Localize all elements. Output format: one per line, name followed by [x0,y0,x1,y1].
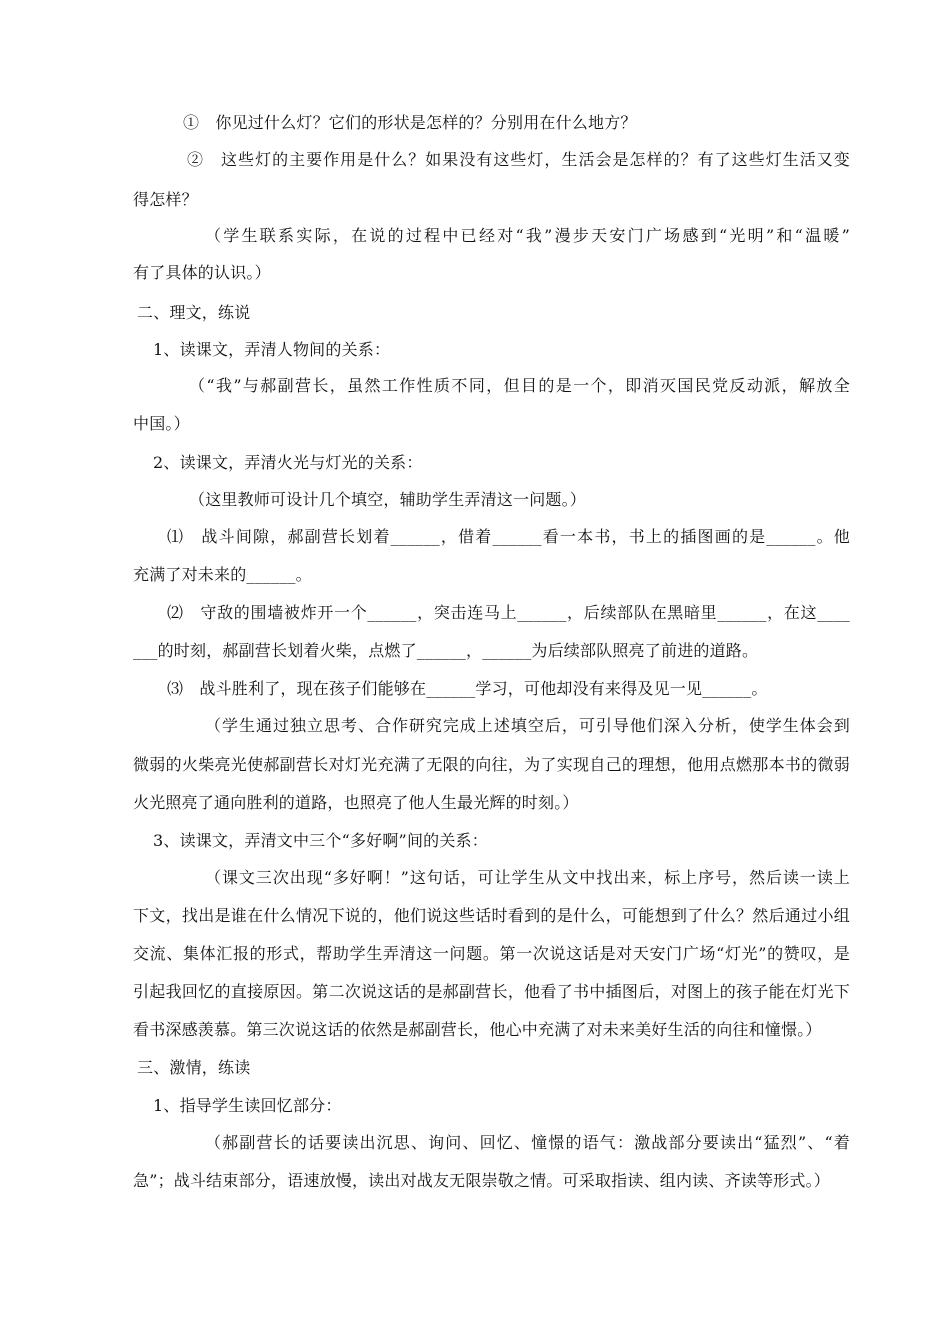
fill-blank-1-continuation: 充满了对未来的______。 [133,565,312,584]
reading-step-1-note: （郝副营长的话要读出沉思、询问、回忆、憧憬的语气：激战部分要读出“猛烈”、“着 [205,1133,850,1152]
reading-step-1: 1、指导学生读回忆部分： [153,1096,342,1115]
section-heading-2: 二、理文，练说 [137,303,251,322]
step-3-note-line-5: 看书深感羡慕。第三次说这话的依然是郝副营长，他心中充满了对未来美好生活的向往和憧憬。） [133,1020,822,1039]
fill-blank-1: ⑴ 战斗间隙，郝副营长划着______，借着______看一本书，书上的插图画的是______。他 [167,527,850,546]
step-3-note-line-2: 下文，找出是谁在什么情况下说的，他们说这些话时看到的是什么，可能想到了什么？然后通过小组 [133,906,850,925]
analysis-paragraph: （学生通过独立思考、合作研究完成上述填空后，可引导他们深入分析，使学生体会到 [205,716,850,735]
question-1: ① 你见过什么灯？它们的形状是怎样的？分别用在什么地方？ [183,113,637,132]
question-2: ② 这些灯的主要作用是什么？如果没有这些灯，生活会是怎样的？有了这些灯生活又变 [187,150,850,169]
section-heading-3: 三、激情，练读 [137,1058,251,1077]
fill-blank-2: ⑵ 守敌的围墙被炸开一个______，突击连马上______，后续部队在黑暗里______，在这____ [167,603,850,622]
fill-blank-2-continuation: ___的时刻，郝副营长划着火柴，点燃了______，______为后续部队照亮了前进的道路。 [133,641,759,660]
step-3: 3、读课文，弄清文中三个“多好啊”间的关系： [153,831,488,850]
question-2-continuation: 得怎样？ [133,190,198,209]
analysis-paragraph-line-3: 火光照亮了通向胜利的道路，也照亮了他人生最光辉的时刻。） [133,793,579,812]
step-1-note: （“我”与郝副营长，虽然工作性质不同，但目的是一个，即消灭国民党反动派，解放全 [189,376,850,395]
step-3-note: （课文三次出现“多好啊！”这句话，可让学生从文中找出来，标上序号，然后读一读上 [205,868,850,887]
step-3-note-line-4: 引起我回忆的直接原因。第二次说这话的是郝副营长，他看了书中插图后，对图上的孩子能在灯光下 [133,982,850,1001]
step-3-note-line-3: 交流、集体汇报的形式，帮助学生弄清这一问题。第一次说这话是对天安门广场“灯光”的赞叹，是 [133,944,850,963]
analysis-paragraph-line-2: 微弱的火柴亮光使郝副营长对灯光充满了无限的向往，为了实现自己的理想，他用点燃那本书的微弱 [133,755,850,774]
fill-blank-3: ⑶ 战斗胜利了，现在孩子们能够在______学习，可他却没有来得及见一见______。 [167,679,768,698]
step-1: 1、读课文，弄清人物间的关系： [153,340,391,359]
step-2-note: （这里教师可设计几个填空，辅助学生弄清这一问题。） [189,490,587,509]
note-paragraph: （学生联系实际，在说的过程中已经对“我”漫步天安门广场感到“光明”和“温暖” [205,226,850,245]
note-paragraph-continuation: 有了具体的认识。） [133,263,271,282]
step-1-note-continuation: 中国。） [133,414,190,433]
step-2: 2、读课文，弄清火光与灯光的关系： [153,453,423,472]
reading-step-1-note-continuation: 急”；战斗结束部分，语速放慢，读出对战友无限崇敬之情。可采取指读、组内读、齐读等形式。） [133,1171,830,1190]
